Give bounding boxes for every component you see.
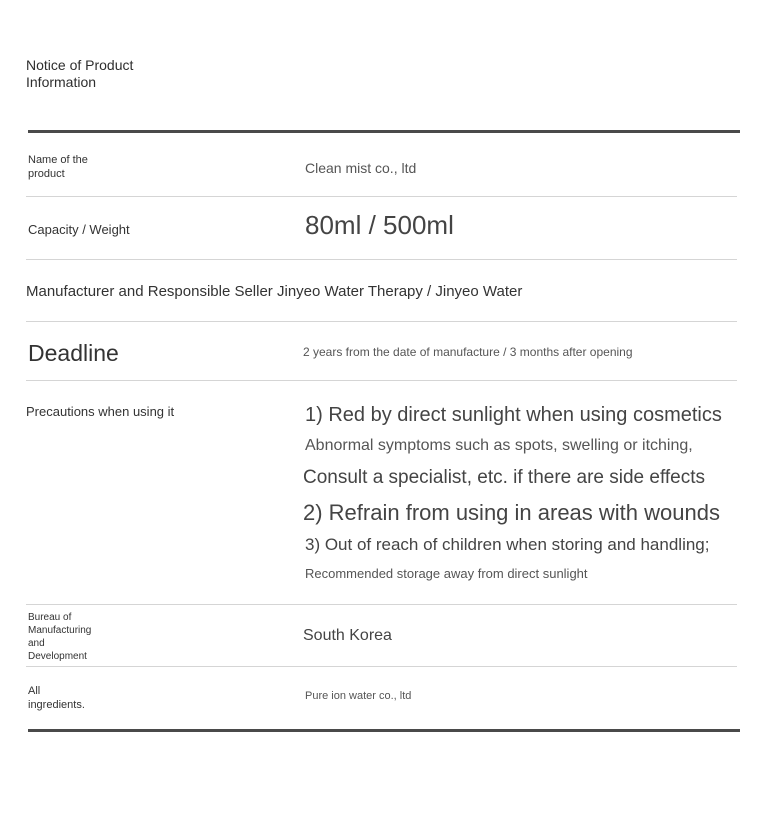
row-label-precautions: Precautions when using it (26, 404, 175, 419)
row-label-capacity: Capacity / Weight (28, 222, 130, 237)
row-divider (26, 196, 737, 197)
page-title: Notice of Product Information (26, 57, 134, 90)
row-value-ingredients: Pure ion water co., ltd (305, 690, 412, 702)
row-divider (26, 666, 737, 667)
row-value-manufacturer: Jinyeo Water Therapy / Jinyeo Water (276, 283, 523, 300)
table-bottom-rule (28, 729, 740, 732)
precaution-line: Consult a specialist, etc. if there are side effects (303, 467, 706, 488)
row-divider (26, 380, 737, 381)
precaution-line: 3) Out of reach of children when storing and handling; (305, 535, 710, 554)
precaution-line: Recommended storage away from direct sunlight (305, 566, 588, 581)
row-divider (26, 321, 737, 322)
row-label-ingredients: All ingredients. (28, 685, 85, 711)
row-value-deadline: 2 years from the date of manufacture / 3 months after opening (303, 345, 633, 359)
row-value-capacity: 80ml / 500ml (305, 210, 454, 240)
row-divider (26, 604, 737, 605)
precaution-line: 2) Refrain from using in areas with wounds (303, 500, 720, 525)
row-label-product-name: Name of the product (28, 154, 88, 180)
row-divider (26, 259, 737, 260)
precaution-line: Abnormal symptoms such as spots, swelling or itching, (305, 437, 693, 454)
row-label-deadline: Deadline (28, 340, 119, 366)
row-manufacturer (26, 283, 522, 300)
precaution-line: 1) Red by direct sunlight when using cosmetics (305, 404, 722, 426)
row-label-bureau: Bureau of Manufacturing and Development (28, 612, 92, 662)
table-top-rule (28, 130, 740, 133)
row-value-product-name: Clean mist co., ltd (305, 160, 417, 176)
row-label-manufacturer: Manufacturer and Responsible Seller (26, 283, 273, 300)
row-value-bureau: South Korea (303, 627, 392, 644)
